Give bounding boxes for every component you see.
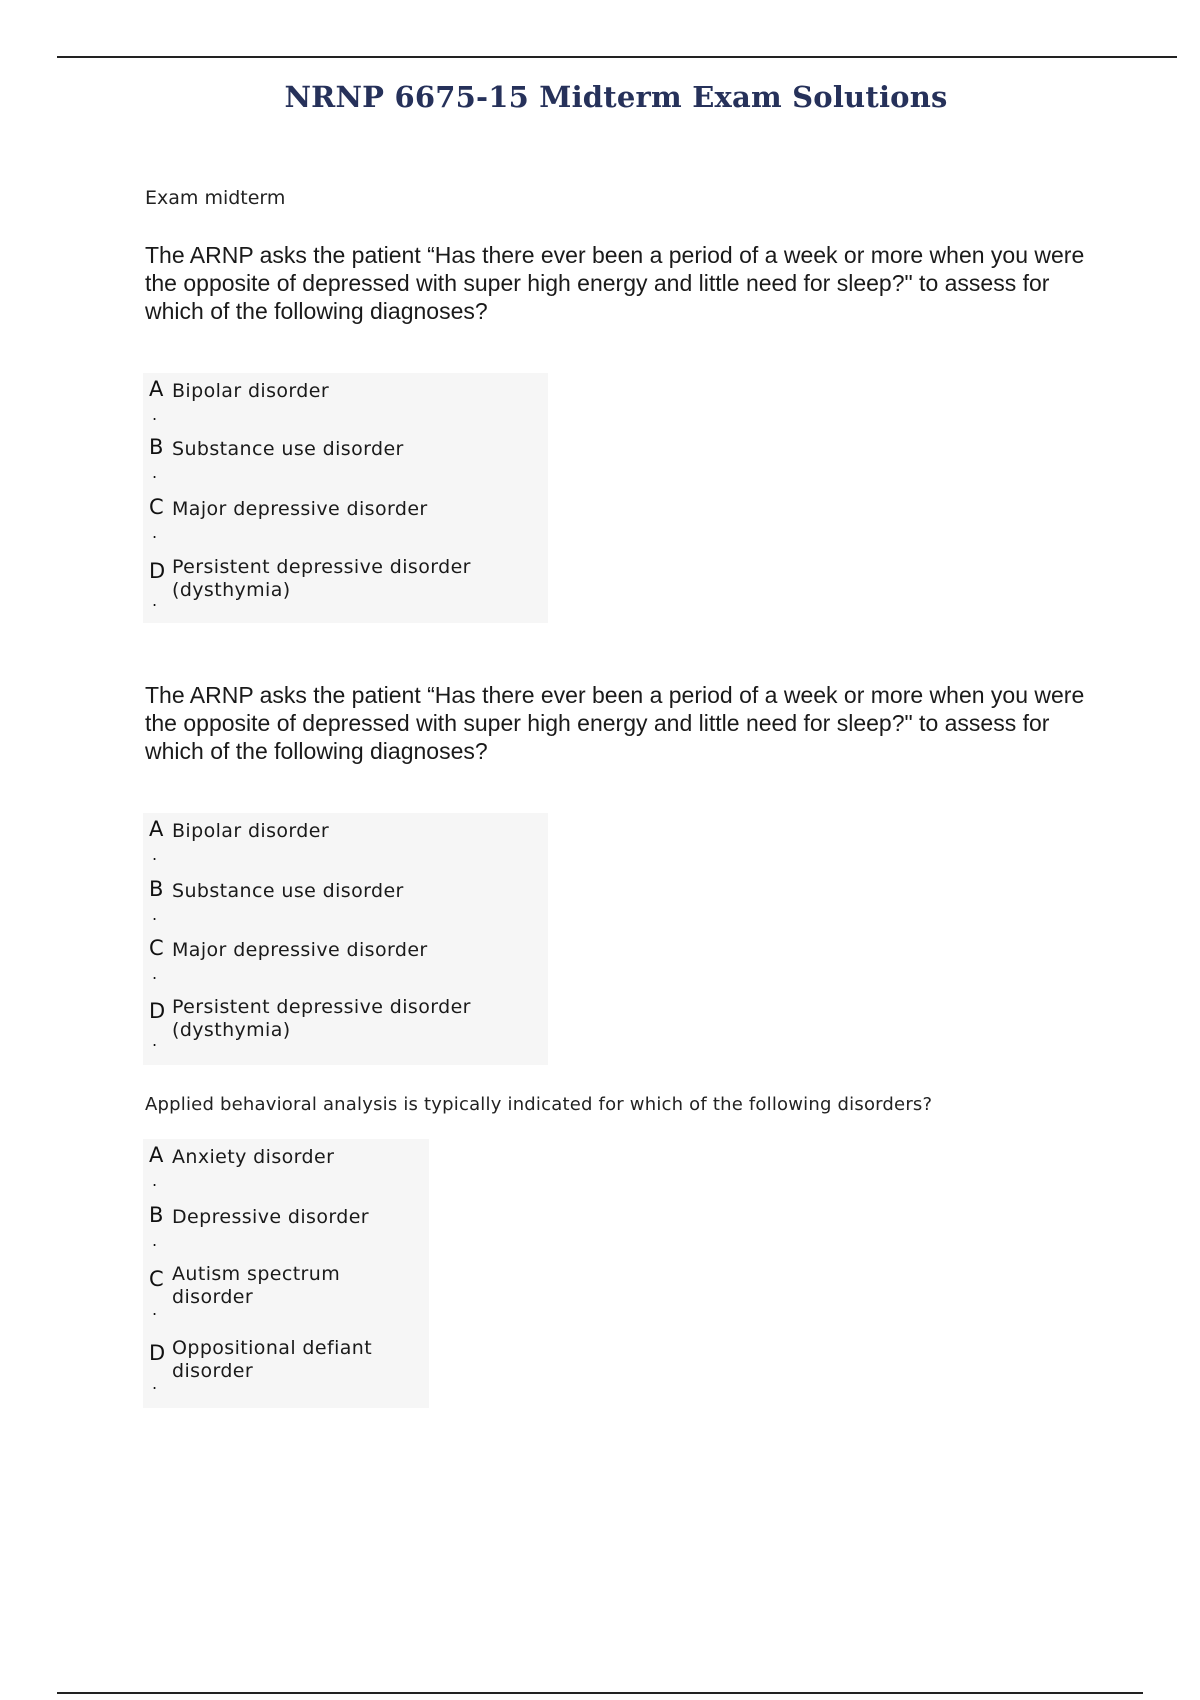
option-text: Depressive disorder xyxy=(172,1206,370,1228)
option-dot: . xyxy=(152,591,158,610)
top-divider xyxy=(57,56,1177,58)
option-text: Bipolar disorder xyxy=(172,380,330,402)
option-text: Major depressive disorder xyxy=(172,498,428,520)
option-letter: C xyxy=(149,936,164,960)
option-letter: D xyxy=(149,1341,166,1365)
option-dot: . xyxy=(152,1171,158,1190)
option-letter: A xyxy=(149,377,164,401)
option-letter: D xyxy=(149,999,166,1023)
question-2-options xyxy=(143,813,548,1065)
document-title: NRNP 6675-15 Midterm Exam Solutions xyxy=(284,80,948,114)
option-text: Anxiety disorder xyxy=(172,1146,335,1168)
option-letter: A xyxy=(149,1143,164,1167)
option-letter: B xyxy=(149,435,164,459)
option-text: Bipolar disorder xyxy=(172,820,330,842)
option-dot: . xyxy=(152,405,158,424)
option-letter: D xyxy=(149,559,166,583)
option-letter: A xyxy=(149,817,164,841)
option-text: Substance use disorder xyxy=(172,880,404,902)
option-text: Autism spectrum disorder xyxy=(172,1263,341,1308)
option-letter: B xyxy=(149,877,164,901)
question-1-options xyxy=(143,373,548,623)
option-dot: . xyxy=(152,845,158,864)
question-2-text: The ARNP asks the patient “Has there ever been a period of a week or more when you were the opposite of depressed with super high energy and little need for sleep?" to assess for which of the following diagnoses? xyxy=(145,682,1085,764)
option-letter: B xyxy=(149,1203,164,1227)
option-dot: . xyxy=(152,523,158,542)
exam-label: Exam midterm xyxy=(145,187,286,209)
option-dot: . xyxy=(152,1031,158,1050)
question-3-options xyxy=(143,1139,429,1408)
option-dot: . xyxy=(152,1300,158,1319)
option-letter: C xyxy=(149,495,164,519)
option-dot: . xyxy=(152,1231,158,1250)
option-text: Substance use disorder xyxy=(172,438,404,460)
option-text: Major depressive disorder xyxy=(172,939,428,961)
bottom-divider xyxy=(57,1692,1143,1694)
question-1-text: The ARNP asks the patient “Has there ever been a period of a week or more when you were the opposite of depressed with super high energy and little need for sleep?" to assess for which of the following diagnoses? xyxy=(145,242,1085,324)
option-text: Oppositional defiant disorder xyxy=(172,1337,373,1382)
option-dot: . xyxy=(152,1374,158,1393)
option-dot: . xyxy=(152,905,158,924)
option-dot: . xyxy=(152,964,158,983)
question-3-text: Applied behavioral analysis is typically indicated for which of the following disorders? xyxy=(145,1094,933,1115)
option-text: Persistent depressive disorder (dysthymia) xyxy=(172,996,471,1041)
option-dot: . xyxy=(152,463,158,482)
option-text: Persistent depressive disorder (dysthymia) xyxy=(172,556,471,601)
option-letter: C xyxy=(149,1267,164,1291)
